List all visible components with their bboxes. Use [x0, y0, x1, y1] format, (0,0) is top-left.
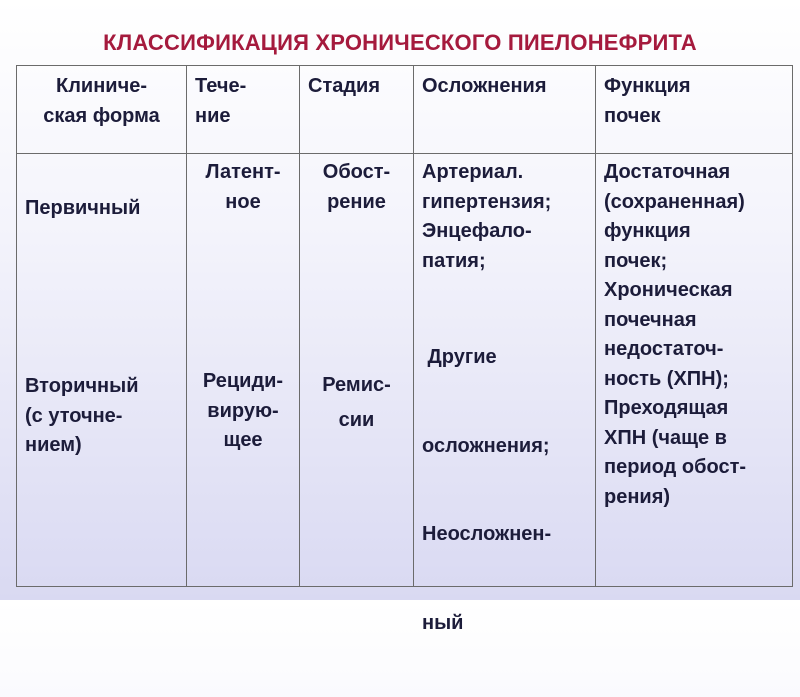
cell-kidney-function — [596, 154, 793, 587]
form-secondary — [25, 372, 139, 461]
header-line: Осложнения — [422, 75, 547, 97]
form-secondary-line: нием) — [25, 434, 82, 456]
kidney-function-line: функция — [604, 220, 691, 242]
complications-line: осложнения; — [422, 434, 550, 457]
stage-exacerbation-line: рение — [327, 190, 386, 213]
cell-clinical-form — [17, 154, 187, 587]
complications-line: Энцефало- — [422, 220, 532, 242]
complications-line: ный — [422, 611, 464, 634]
header-complications — [414, 66, 596, 154]
cell-course — [187, 154, 300, 587]
kidney-function-line: почек; — [604, 249, 668, 272]
header-line: Стадия — [308, 75, 381, 97]
table-header-row — [17, 66, 793, 154]
kidney-function-line: Преходящая — [604, 397, 729, 419]
header-line: почек — [604, 104, 661, 127]
form-secondary-line: Вторичный — [25, 375, 139, 397]
header-stage — [300, 66, 414, 154]
complications-line: Другие — [422, 346, 497, 368]
header-clinical-form — [17, 66, 187, 154]
course-recurrent-line: щее — [223, 429, 263, 451]
course-recurrent-line: вирую- — [207, 399, 279, 422]
kidney-function-line: Хроническая — [604, 279, 733, 301]
complications-group-1 — [422, 158, 551, 276]
complications-group-2 — [422, 284, 551, 697]
header-course — [187, 66, 300, 154]
header-line: ская форма — [43, 104, 160, 127]
course-latent-line: Латент- — [205, 161, 281, 183]
kidney-function-line: Достаточная — [604, 161, 731, 183]
stage-exacerbation — [300, 158, 413, 217]
complications-line: Артериал. — [422, 161, 524, 183]
page-title: КЛАССИФИКАЦИЯ ХРОНИЧЕСКОГО ПИЕЛОНЕФРИТА — [103, 30, 697, 55]
form-primary: Первичный — [25, 197, 141, 219]
complications-line: гипертензия; — [422, 190, 552, 213]
kidney-function-line: (сохраненная) — [604, 190, 745, 213]
kidney-function-text — [604, 158, 746, 512]
kidney-function-line: недостаточ- — [604, 338, 724, 360]
stage-remission-line: Ремис- — [322, 374, 391, 396]
cell-complications — [414, 154, 596, 634]
form-secondary-line: (с уточне- — [25, 404, 123, 427]
stage-remission — [300, 368, 413, 438]
cell-stage — [300, 154, 414, 587]
kidney-function-line: почечная — [604, 308, 697, 331]
classification-table — [16, 65, 793, 634]
stage-remission-line: сии — [338, 409, 375, 431]
course-recurrent — [187, 367, 299, 456]
course-latent-line: ное — [225, 190, 261, 213]
kidney-function-line: рения) — [604, 485, 671, 508]
header-line: Функция — [604, 75, 691, 97]
complications-line: Неосложнен- — [422, 523, 552, 545]
header-line: ние — [195, 104, 231, 127]
kidney-function-line: ность (ХПН); — [604, 367, 729, 390]
header-kidney-function — [596, 66, 793, 154]
course-recurrent-line: Рециди- — [202, 370, 284, 392]
table-body-row — [17, 154, 793, 587]
kidney-function-line: ХПН (чаще в — [604, 426, 727, 449]
stage-exacerbation-line: Обост- — [322, 161, 391, 183]
complications-line: патия; — [422, 249, 486, 272]
header-line: Клиниче- — [56, 75, 147, 97]
course-latent — [187, 158, 299, 217]
header-line: Тече- — [195, 75, 247, 97]
kidney-function-line: период обост- — [604, 456, 747, 478]
